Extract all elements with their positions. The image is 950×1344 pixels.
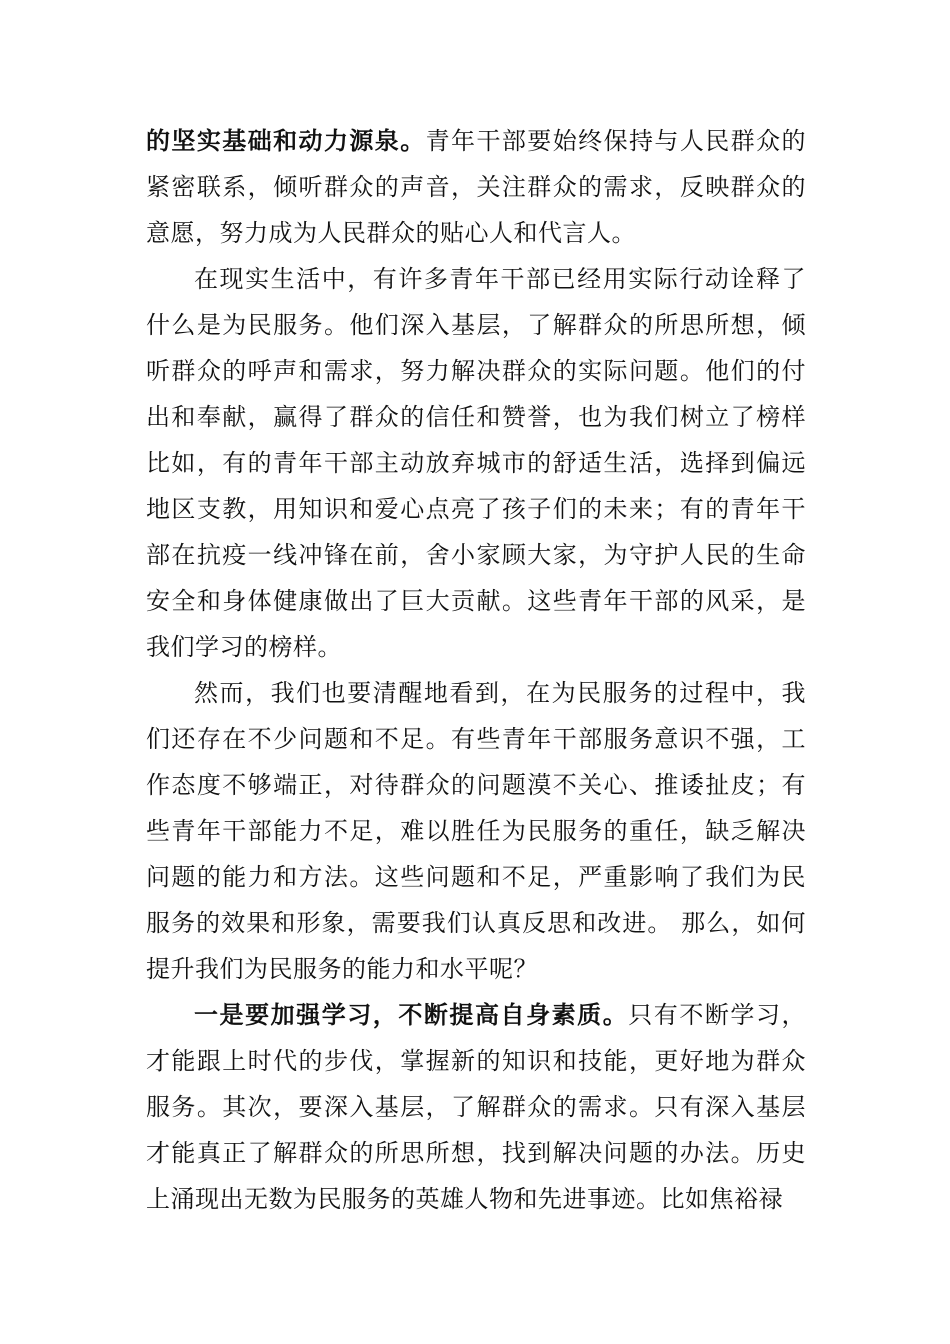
paragraph-2-text: 在现实生活中，有许多青年干部已经用实际行动诠释了什么是为民服务。他们深入基层，了解群众的所思所想，倾听群众的呼声和需求，努力解决群众的实际问题。他们的付出和奉献，赢得了群众的信任和赞誉，也为我们树立了榜样比如，有的青年干部主动放弃城市的舒适生活，选择到偏远地区支教，用知识和爱心点亮了孩子们的未来；有的青年干部在抗疫一线冲锋在前，舍小家顾大家，为守护人民的生命安全和身体健康做出了巨大贡献。这些青年干部的风采，是我们学习的榜样。 <box>146 265 806 661</box>
paragraph-1-bold-lead: 的坚实基础和动力源泉。 <box>146 126 426 155</box>
paragraph-1 <box>146 118 806 256</box>
paragraph-4-text: 只有不断学习，才能跟上时代的步伐，掌握新的知识和技能，更好地为群众服务。其次，要深入基层，了解群众的需求。只有深入基层才能真正了解群众的所思所想，找到解决问题的办法。历史上涌现出无数为民服务的英雄人物和先进事迹。比如焦裕禄 <box>146 1001 807 1213</box>
document-page <box>146 118 806 1222</box>
paragraph-1-text: 青年干部要始终保持与人民群众的紧密联系，倾听群众的声音，关注群众的需求，反映群众的意愿，努力成为人民群众的贴心人和代言人。 <box>146 127 807 247</box>
paragraph-4-bold-lead: 一是要加强学习，不断提高自身素质。 <box>194 1000 629 1029</box>
paragraph-4 <box>146 992 806 1222</box>
paragraph-3-text: 然而，我们也要清醒地看到，在为民服务的过程中，我们还存在不少问题和不足。有些青年干部服务意识不强，工作态度不够端正，对待群众的问题漠不关心、推诿扯皮；有些青年干部能力不足，难以胜任为民服务的重任，缺乏解决问题的能力和方法。这些问题和不足，严重影响了我们为民服务的效果和形象，需要我们认真反思和改进。 那么，如何提升我们为民服务的能力和水平呢？ <box>146 679 806 983</box>
paragraph-2 <box>146 256 806 670</box>
paragraph-3 <box>146 670 806 992</box>
